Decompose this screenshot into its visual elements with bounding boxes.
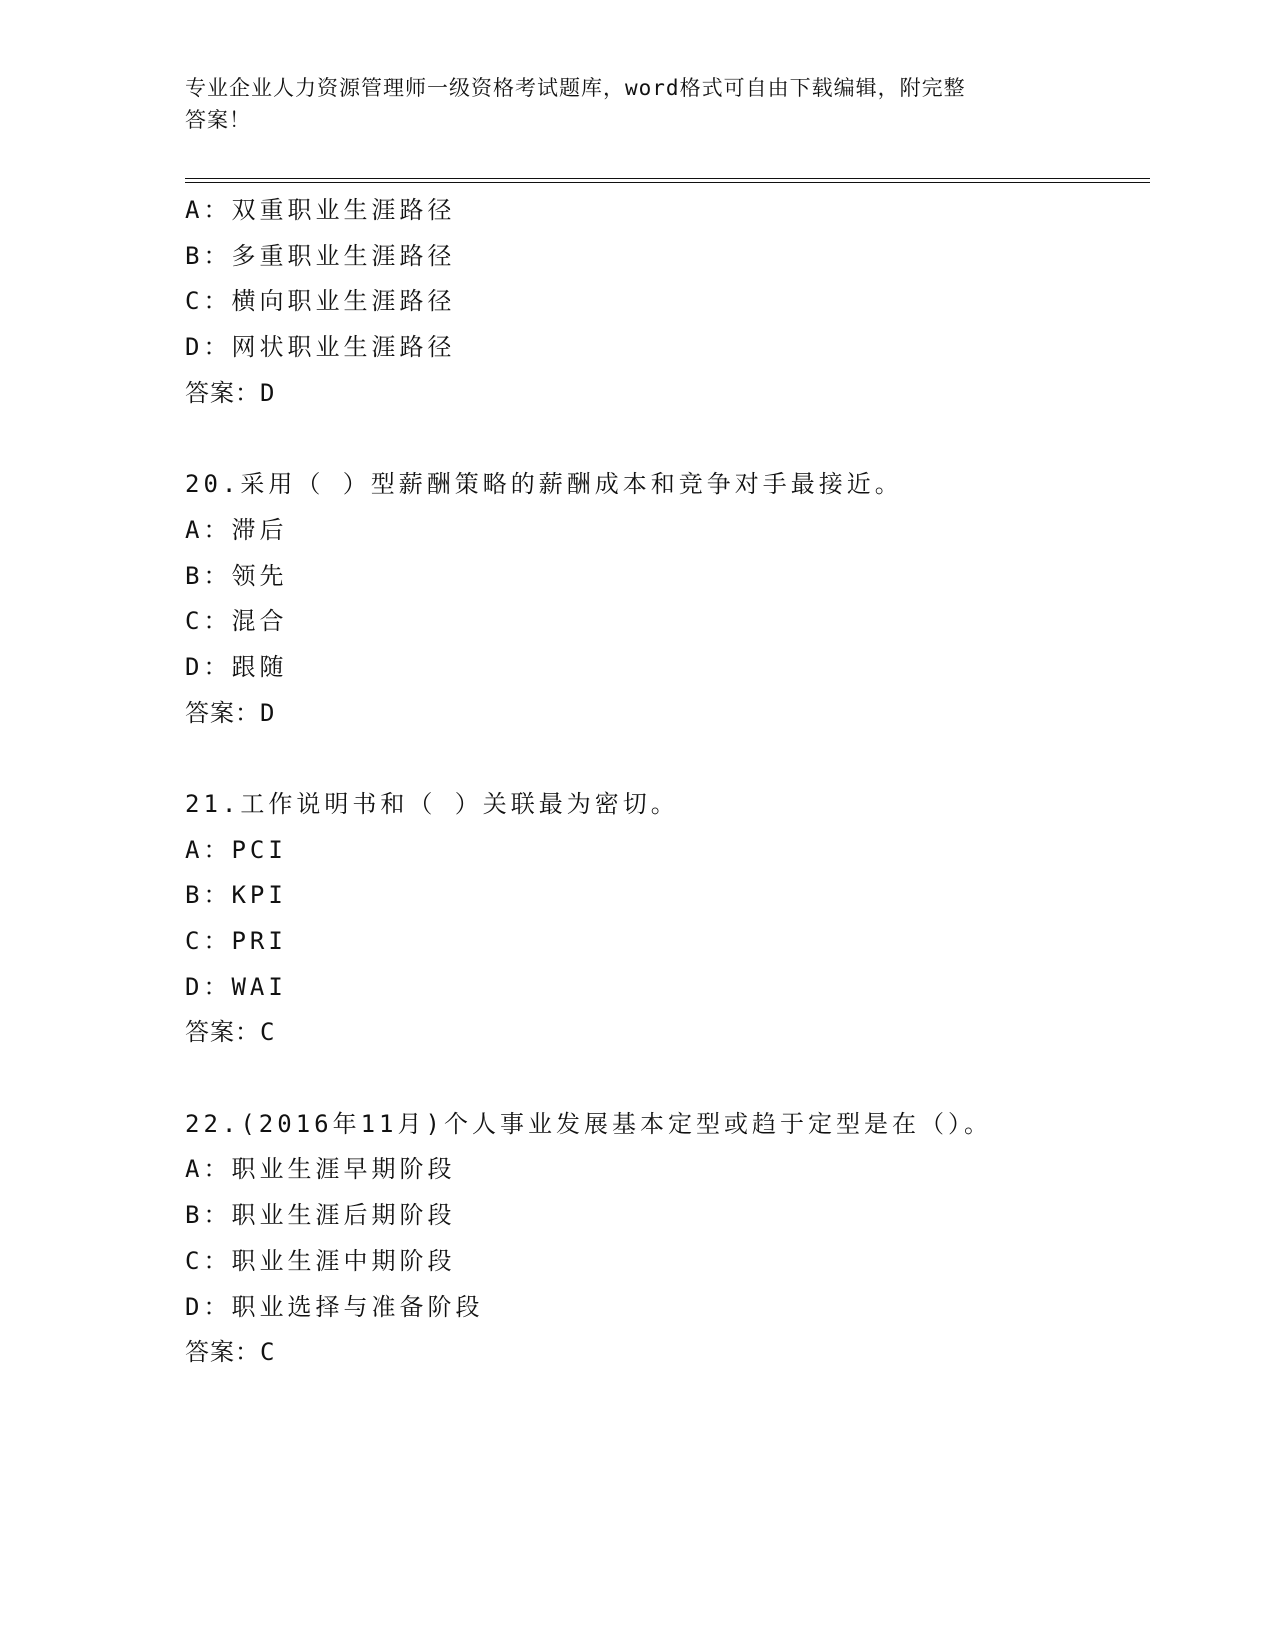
- option-c: C：混合: [185, 607, 288, 636]
- option-d: D：WAI: [185, 972, 287, 1001]
- option-d: D：职业选择与准备阶段: [185, 1292, 484, 1321]
- spacer: [185, 736, 1145, 782]
- answer-line: 答案：C: [185, 1018, 276, 1047]
- option-d: D：跟随: [185, 652, 288, 681]
- question-stem: 22.(2016年11月)个人事业发展基本定型或趋于定型是在（）。: [185, 1109, 992, 1138]
- header-line-2: 答案！: [185, 108, 251, 132]
- header-divider-bottom: [185, 182, 1150, 183]
- question-stem: 21.工作说明书和（ ）关联最为密切。: [185, 789, 679, 818]
- question-list: [185, 188, 1145, 1376]
- header-line-1: 专业企业人力资源管理师一级资格考试题库，word格式可自由下载编辑，附完整: [185, 76, 966, 100]
- option-b: B：领先: [185, 561, 288, 590]
- question-block-22: [185, 1102, 1145, 1376]
- option-a: A：双重职业生涯路径: [185, 196, 456, 224]
- option-b: B：职业生涯后期阶段: [185, 1201, 456, 1230]
- option-d: D：网状职业生涯路径: [185, 333, 456, 362]
- option-c: C：横向职业生涯路径: [185, 287, 456, 316]
- option-a: A：PCI: [185, 835, 287, 864]
- document-header: [185, 72, 1065, 136]
- spacer: [185, 416, 1145, 462]
- answer-line: 答案：D: [185, 698, 276, 727]
- option-a: A：职业生涯早期阶段: [185, 1155, 456, 1184]
- option-c: C：PRI: [185, 927, 287, 955]
- question-block-19: [185, 188, 1145, 416]
- option-b: B：多重职业生涯路径: [185, 241, 456, 270]
- option-c: C：职业生涯中期阶段: [185, 1246, 456, 1275]
- option-a: A：滞后: [185, 515, 288, 544]
- answer-line: 答案：D: [185, 378, 276, 407]
- option-b: B：KPI: [185, 881, 287, 910]
- question-block-20: [185, 462, 1145, 736]
- header-divider-top: [185, 178, 1150, 179]
- question-stem: 20.采用（ ）型薪酬策略的薪酬成本和竞争对手最接近。: [185, 470, 903, 499]
- question-block-21: [185, 782, 1145, 1056]
- spacer: [185, 1056, 1145, 1102]
- answer-line: 答案：C: [185, 1338, 276, 1367]
